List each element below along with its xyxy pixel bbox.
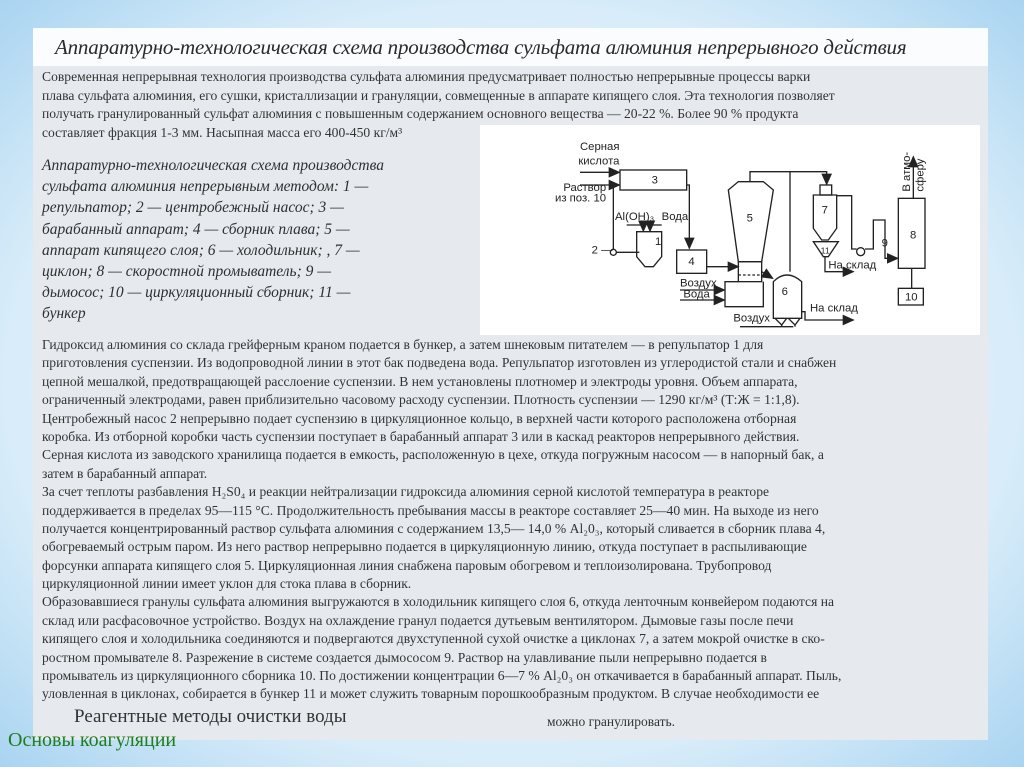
text-line: приготовления суспензии. Из водопроводной линии в этот бак подведена вода. Репульпатор изготовлен из углеродистой стали и снабжен: [42, 355, 837, 371]
figure-caption: [42, 155, 384, 325]
label-aloh3: Al(OH)₃: [615, 211, 655, 223]
text-line: поддерживается в пределах 95—115 °С. Продолжительность пребывания массы в реакторе составляет 25—40 мин. На выходе из него: [42, 502, 819, 518]
text-line: цепной мешалкой, предотвращающей расслоение суспензии. В нем установлены плотномер и электроды уровня. Объем аппарата,: [42, 373, 798, 389]
text-line: репульпатор; 2 — центробежный насос; 3 —: [42, 199, 344, 217]
text-line: кипящего слоя и холодильника соединяются и подвергаются двухступенной сухой очистке а циклонах 7, а затем мокрой очистке в ско-: [42, 631, 825, 647]
text-line: склад или расфасовочное устройство. Воздух на охлаждение гранул подается дутьевым вентилятором. Дымовые газы после печи: [42, 612, 794, 628]
section-label: Реагентные методы очистки воды: [74, 706, 347, 727]
label-7: 7: [821, 204, 828, 217]
text-line: уловленная в циклонах, собирается в бункер 11 и может служить товарным порошкообразным продуктом. В случае необходимости ее: [42, 686, 820, 702]
label-water-2: Вода: [683, 288, 710, 301]
text-line: составляет фракция 1-3 мм. Насыпная масса его 400-450 кг/м³: [42, 124, 403, 140]
text-line: аппарат кипящего слоя; 6 — холодильник; , 7 —: [42, 241, 360, 259]
process-diagram: [480, 125, 980, 335]
label-water: Вода: [661, 211, 689, 223]
text-line: получать гранулированный сульфат алюминия с повышенным содержанием основного вещества — 20-22 %. Более 90 % продукта: [42, 106, 799, 121]
text-line: барабанный аппарат; 4 — сборник плава; 5 —: [42, 220, 350, 238]
label-to-storage: На склад: [810, 302, 858, 315]
topic-title: Основы коагуляции: [8, 729, 177, 751]
text-line: ростном промывателе 8. Разрежение в системе создается дымососом 9. Раствор на улавливание пыли непрерывно подается в: [42, 649, 767, 665]
process-flow-svg: [480, 125, 980, 335]
text-line: Образовавшиеся гранулы сульфата алюминия выгружаются в холодильник кипящего слоя 6, откуда ленточным конвейером подаются на: [42, 594, 835, 610]
label-atmosphere: В атмо-: [901, 151, 913, 192]
label-4: 4: [688, 256, 695, 268]
last-text-line: можно гранулировать.: [547, 714, 676, 729]
text-line: сульфата алюминия непрерывным методом: 1 —: [42, 178, 369, 196]
label-2: 2 —: [591, 244, 613, 257]
text-line: За счет теплоты разбавления H₂S0₄ и реакции нейтрализации гидроксида алюминия серной кислотой температура в реакторе: [42, 484, 770, 500]
text-line: коробка. Из отборной коробки часть суспензии поступает в барабанный аппарат 3 или в каскад реакторов непрерывного действия.: [42, 428, 800, 444]
text-line: получается концентрированный раствор сульфата алюминия с содержанием 13,5— 14,0 % Al₂0₃, который сливается в сборник плава 4,: [42, 520, 826, 536]
label-sulfuric-acid: Серная: [580, 141, 620, 153]
label-atmosphere-2: сферу: [914, 158, 927, 192]
text-line: обогреваемый острым паром. Из него раствор непрерывно подается в циркуляционную линию, откуда поступает в распыливающие: [42, 539, 807, 555]
label-1: 1: [655, 236, 662, 248]
label-air-2: Воздух: [733, 312, 770, 325]
text-line: Гидроксид алюминия со склада грейферным краном подается в бункер, а затем шнековым питателем — в репульпатор 1 для: [42, 337, 764, 352]
text-line: Серная кислота из заводского хранилища подается в емкость, расположенную в цехе, откуда погружным насосом — в напорный бак, а: [42, 447, 824, 463]
label-sulfuric-acid-2: кислота: [578, 155, 620, 168]
text-line: ограниченный электродами, равен приблизительно часовому расходу суспензии. Плотность суспензии — 1290 кг/м³ (Т:Ж = 1:1,8).: [42, 392, 800, 408]
label-3: 3: [651, 174, 658, 187]
label-8: 8: [910, 229, 917, 242]
text-line: Центробежный насос 2 непрерывно подает суспензию в циркуляционное кольцо, в верхней части которого расположена отборная: [42, 410, 797, 426]
label-solution-2: из поз. 10: [555, 192, 607, 205]
label-6: 6: [781, 286, 788, 298]
text-line: затем в барабанный аппарат.: [42, 465, 208, 481]
text-line: форсунки аппарата кипящего слоя 5. Циркуляционная линия снабжена паровым обогревом и теплоизолирована. Трубопровод: [42, 557, 772, 573]
text-line: циркуляционной линии имеет уклон для стока плава в сборник.: [42, 576, 412, 592]
label-air: Воздух: [680, 277, 717, 290]
text-line: Современная непрерывная технология производства сульфата алюминия предусматривает полностью непрерывные процессы варки: [42, 69, 811, 84]
exhauster-9: [857, 248, 865, 256]
body-paragraphs: [42, 336, 841, 704]
label-11: 11: [820, 245, 830, 256]
text-line: Аппаратурно-технологическая схема производства: [42, 157, 384, 174]
text-line: циклон; 8 — скоростной промыватель; 9 —: [42, 262, 332, 280]
label-5: 5: [746, 212, 753, 225]
label-solution: Раствор: [563, 182, 607, 194]
label-to-storage-2: На склад: [828, 259, 877, 272]
label-10: 10: [905, 291, 918, 304]
text-line: дымосос; 10 — циркуляционный сборник; 11 —: [42, 284, 351, 302]
label-9: 9: [881, 237, 888, 250]
text-line: плава сульфата алюминия, его сушки, кристаллизации и грануляции, совмещенные в аппарате кипящего слоя. Эта технология позволяет: [42, 87, 835, 103]
text-line: бункер: [42, 305, 86, 323]
document-title: Аппаратурно-технологическая схема производства сульфата алюминия непрерывного действия: [55, 35, 907, 59]
cyclone-7: [813, 195, 836, 240]
text-line: промыватель из циркуляционного сборника 10. По достижении концентрации 6—7 % Al₂0₃ он откачивается в барабанный аппарат. Пыль,: [42, 668, 842, 684]
